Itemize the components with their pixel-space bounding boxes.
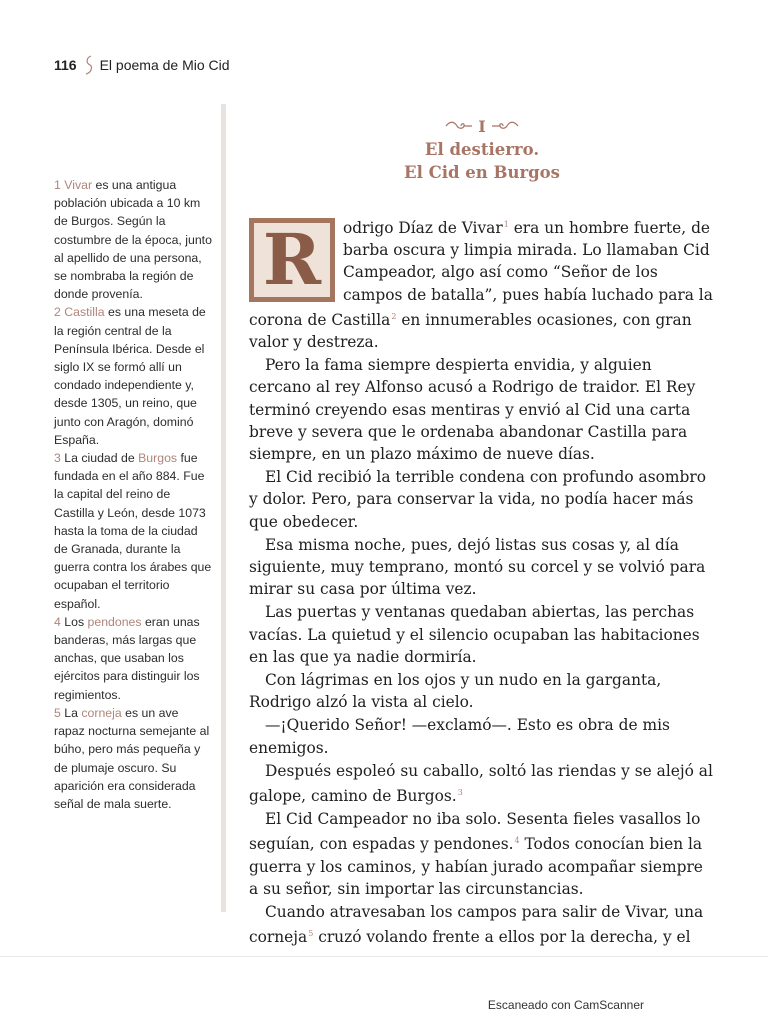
footnote-3: 3 La ciudad de Burgos fue fundada en el año 884. Fue la capital del reino de Castilla y León, desde 1073 hasta la toma de la ciudad de Granada, durante la guerra contra los árabes que ocupaban el territorio español. xyxy=(54,451,212,611)
paragraph: Cuando atravesaban los campos para salir de Vivar, una corneja$^5$ cruzó volando frente a ellos por la derecha, y el xyxy=(249,903,704,947)
page-number: 116 xyxy=(54,57,77,73)
footnote-ref: 3 xyxy=(457,788,463,798)
footnote-ref: 1 xyxy=(503,220,509,229)
chapter-number-line xyxy=(249,114,715,138)
footnote-text: es una meseta de la región central de la Península Ibérica. Desde el siglo IX se formó allí un condado independiente y, desde 1305, un reino, que junto con Aragón, dominó España. xyxy=(54,305,206,447)
drop-cap xyxy=(249,218,335,302)
paragraph: Las puertas y ventanas quedaban abiertas, las perchas vacías. La quietud y el silencio ocupaban las habitaciones en las que ya nadie dormiría. xyxy=(249,603,700,666)
chapter-title-line-2: El Cid en Burgos xyxy=(404,163,560,182)
book-title: El poema de Mio Cid xyxy=(99,57,230,73)
paragraph: Con lágrimas en los ojos y un nudo en la garganta, Rodrigo alzó la vista al cielo. xyxy=(249,671,662,712)
paragraph: Después espoleó su caballo, soltó las riendas y se alejó al galope, camino de Burgos.$^3$ xyxy=(249,761,713,806)
footnote-number: 1 xyxy=(54,178,61,192)
ornament-icon xyxy=(83,54,95,76)
chapter-number: I xyxy=(478,116,486,136)
footnote-ref: 5 xyxy=(308,929,314,939)
paragraph: El Cid recibió la terrible condena con profundo asombro y dolor. Pero, para conservar la vida, no podía hacer más que obedecer. xyxy=(249,468,706,531)
footnote-term: pendones xyxy=(87,614,142,629)
footnote-number: 4 xyxy=(54,614,61,629)
footnote-term: Castilla xyxy=(64,305,105,320)
footnote-text: eran unas banderas, más largas que anchas, que usaban los ejércitos para distinguir los regimientos. xyxy=(54,614,200,702)
footnote-number: 2 xyxy=(54,305,61,320)
footnote-1 xyxy=(54,176,212,303)
page-header xyxy=(54,54,230,76)
chapter-flourish-icon xyxy=(490,120,520,132)
paragraph: El Cid Campeador no iba solo. Sesenta fieles vasallos lo seguían, con espadas y pendones.$^4$ Todos conocían bien la guerra y los caminos, y habían jurado acompañar siempre a su señor, sin importar las circunstancias. xyxy=(249,810,703,898)
footnote-2 xyxy=(54,303,212,449)
footnote-text: es un ave rapaz nocturna semejante al búho, pero más pequeña y de plumaje oscuro. Su aparición era considerada señal de mala suerte. xyxy=(54,705,210,811)
scanner-watermark: Escaneado con CamScanner xyxy=(487,998,644,1012)
chapter-heading xyxy=(249,114,715,184)
footnote-number: 5 xyxy=(54,705,61,720)
paragraph: odrigo Díaz de Vivar$^1$ era un hombre fuerte, de barba oscura y limpia mirada. Lo llamaban Cid Campeador, algo así como “Señor de los campos de batalla”, pues había luchado para la corona de Castilla$^2$ en innumerables ocasiones, con gran valor y destreza. xyxy=(249,219,713,352)
paragraph: —¡Querido Señor! —exclamó—. Esto es obra de mis enemigos. xyxy=(249,716,670,757)
footnote-text: es una antigua población ubicada a 10 km de Burgos. Según la costumbre de la época, junto al apellido de una persona, se nombraba la región de donde provenía. xyxy=(54,178,212,302)
column-divider xyxy=(221,104,226,912)
footnote-ref: 2 xyxy=(391,311,397,321)
chapter-body xyxy=(249,214,715,949)
footnote-5: 5 La corneja es un ave rapaz nocturna semejante al búho, pero más pequeña y de plumaje oscuro. Su aparición era considerada señal de mala suerte. xyxy=(54,705,210,811)
drop-cap-letter: R xyxy=(262,218,322,301)
footnotes-sidebar xyxy=(54,176,212,813)
footnote-term: Vivar xyxy=(64,178,93,192)
footnote-4: 4 Los pendones eran unas banderas, más largas que anchas, que usaban los ejércitos para distinguir los regimientos. xyxy=(54,614,200,702)
footnote-text: fue fundada en el año 884. Fue la capital del reino de Castilla y León, desde 1073 hasta la toma de la ciudad de Granada, durante la guerra contra los árabes que ocupaban el territorio español. xyxy=(54,451,212,611)
footnote-term: corneja xyxy=(81,705,122,720)
paragraph: Pero la fama siempre despierta envidia, y alguien cercano al rey Alfonso acusó a Rodrigo de traidor. El Rey terminó creyendo esas mentiras y envió al Cid una carta breve y severa que le ordenaba abandonar Castilla para siempre, en un plazo máximo de nueve días. xyxy=(249,356,696,464)
chapter-flourish-icon xyxy=(444,120,474,132)
footnote-term: Burgos xyxy=(138,451,178,466)
footnote-number: 3 xyxy=(54,451,61,466)
page-bottom-rule xyxy=(0,956,768,957)
paragraph: Esa misma noche, pues, dejó listas sus cosas y, al día siguiente, muy temprano, montó su corcel y se volvió para mirar su casa por última vez. xyxy=(249,535,706,599)
main-text-column xyxy=(249,114,715,950)
chapter-title-line-1: El destierro. xyxy=(424,140,540,159)
footnote-ref: 4 xyxy=(514,836,520,846)
